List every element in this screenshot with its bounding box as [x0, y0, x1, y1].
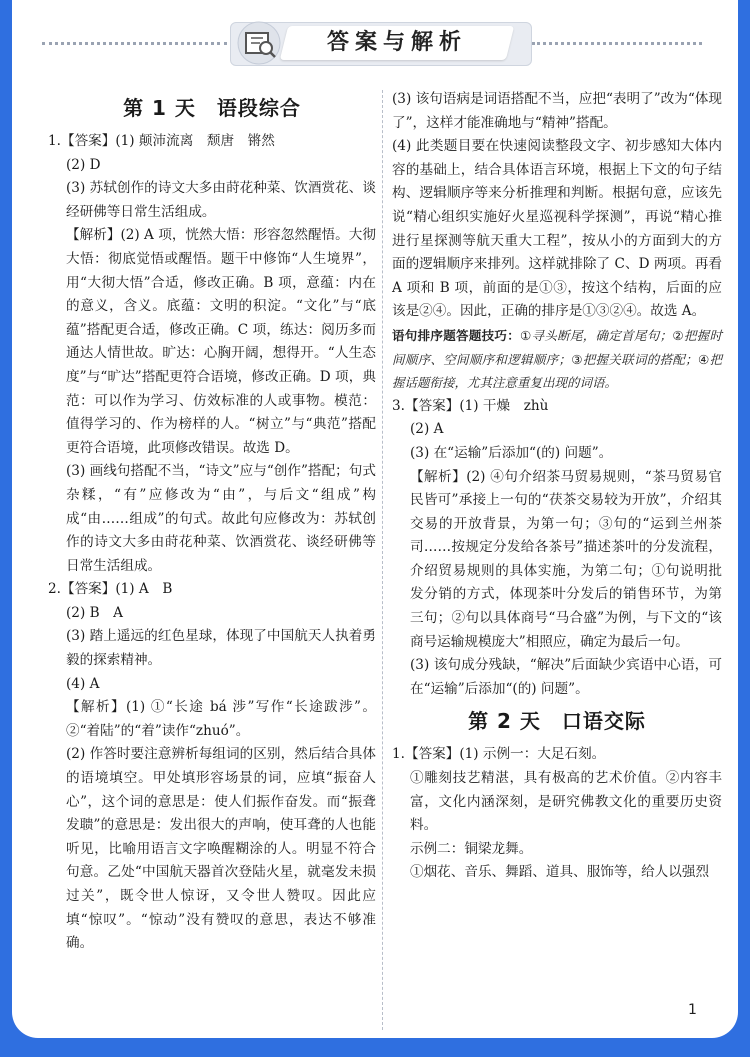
q3-analysis-3: (3) 该句成分残缺，“解决”后面缺少宾语中心语，可在“运输”后添加“(的) 问题”。 — [410, 657, 722, 697]
q2-analysis-4: (4) 此类题目要在快速阅读整段文字、初步感知大体内容的基础上，结合具体语言环境，根据上下文的句子结构、逻辑顺序等来分析推理和判断。根据句意，应该先说“精心组织实施好火星巡视科学探测”，再说“精心推进行星探测等航天重大工程”，按从小的方面到大的方面的逻辑顺序来排列。这样就排除了 C、D 两项。再看 A 项和 B 项，前面的是①③，按这个结构，后面的应该是②④。因此，正确的排序是①③②④。故选 A。 — [392, 138, 722, 320]
q1-answer-3: (3) 苏轼创作的诗文大多由莳花种菜、饮酒赏花、谈经研佛等日常生活组成。 — [66, 180, 376, 220]
q1-answer-2: (2) D — [66, 156, 101, 173]
day2-heading: 第 2 天 口语交际 — [468, 709, 646, 734]
header-dots-left — [42, 42, 227, 49]
right-column — [392, 88, 722, 885]
page-title: 答案与解析 — [326, 30, 467, 55]
tip-text: ①寻头断尾，确定首尾句；②把握时间顺序、空间顺序和逻辑顺序；③把握关联词的搭配；④把握话题衔接，尤其注意重复出现的词语。 — [392, 327, 722, 391]
header-dots-right — [532, 42, 702, 49]
left-column — [48, 88, 376, 956]
q2-analysis-3: (3) 该句语病是词语搭配不当，应把“表明了”改为“体现了”，这样才能准确地与“精神”搭配。 — [392, 91, 722, 131]
q1-analysis: 【解析】(2) A 项，恍然大悟：形容忽然醒悟。大彻大悟：彻底觉悟或醒悟。题干中修饰“人生境界”，用“大彻大悟”合适，修改正确。B 项，意蕴：内在的意义，含义。底蕴：文明的积淀。“文化”与“底蕴”搭配更合适，修改正确。C 项，练达：阅历多而通达人情世故。旷达：心胸开阔，想得开。“人生态度”与“旷达”搭配更符合语境，修改正确。D 项，典范：可以作为学习、仿效标准的人或事物。模范：值得学习的、作为榜样的人。“树立”与“典范”搭配更符合语境，此项修改错误。故选 D。 — [66, 227, 376, 456]
d2-q1-line-3: 示例二：铜梁龙舞。 — [410, 840, 533, 857]
q2-answer-4: (4) A — [66, 675, 100, 692]
q1-answer: 1.【答案】(1) 颠沛流离 颓唐 锵然 — [48, 133, 275, 149]
book-magnifier-icon — [234, 20, 284, 66]
q3-answer-2: (2) A — [410, 421, 444, 438]
q1-analysis-3: (3) 画线句搭配不当，“诗文”应与“创作”搭配；句式杂糅，“有”应修改为“由”，与后文“组成”构成“由……组成”的句式。故此句应修改为：苏轼创作的诗文大多由莳花种菜、饮酒赏花、谈经研佛等日常生活组成。 — [66, 463, 376, 574]
q2-analysis-1: 【解析】(1) ①“长途 bá 涉”写作“长途跋涉”。②“着陆”的“着”读作“zhuó”。 — [66, 699, 376, 739]
q2-answer-2: (2) B A — [66, 604, 123, 621]
q2-answer-3: (3) 踏上遥远的红色星球，体现了中国航天人执着勇毅的探索精神。 — [66, 628, 376, 669]
q3-answer-3: (3) 在“运输”后添加“(的) 问题”。 — [410, 444, 613, 461]
d2-q1-answer: 1.【答案】(1) 示例一：大足石刻。 — [392, 746, 606, 763]
q3-answer: 3.【答案】(1) 干燥 zhù — [392, 397, 549, 414]
d2-q1-line-4: ①烟花、音乐、舞蹈、道具、服饰等，给人以强烈 — [410, 864, 710, 881]
q2-answer: 2.【答案】(1) A B — [48, 581, 173, 598]
d2-q1-line-2: ①雕刻技艺精湛，具有极高的艺术价值。②内容丰富，文化内涵深刻，是研究佛教文化的重要历史资料。 — [410, 770, 722, 834]
ordering-tip — [392, 324, 722, 395]
day1-heading: 第 1 天 语段综合 — [123, 96, 301, 120]
answer-page — [12, 0, 738, 1038]
q2-analysis-2: (2) 作答时要注意辨析每组词的区别，然后结合具体的语境填空。甲处填形容场景的词，应填“振奋人心”，这个词的意思是：使人们振作奋发。而“振聋发聩”的意思是：发出很大的声响，使耳聋的人也能听见，比喻用语言文字唤醒糊涂的人。明显不符合句意。乙处“中国航天器首次登陆火星，就毫发未损过关”，既令世人惊讶，又令世人赞叹。因此应填“惊叹”。“惊动”没有赞叹的意思，表达不够准确。 — [66, 746, 376, 952]
column-divider — [382, 90, 383, 1030]
page-header — [12, 12, 738, 80]
tip-label: 语句排序题答题技巧： — [392, 327, 521, 343]
q3-analysis-2: 【解析】(2) ④句介绍茶马贸易规则，“茶马贸易官民皆可”承接上一句的“茯茶交易较为开放”，介绍其交易的开放背景，为第一句；③句的“运到兰州茶司……按规定分发给各茶号”描述茶叶的分发流程，介绍贸易规则的具体实施，为第二句；①句说明批发分销的方式，体现茶叶分发后的销售环节，为第三句；②句以具体商号“马合盛”为例，与下文的“该商号运输规模庞大”相照应，确定为最后一句。 — [410, 468, 722, 650]
page-number: 1 — [688, 1002, 697, 1018]
